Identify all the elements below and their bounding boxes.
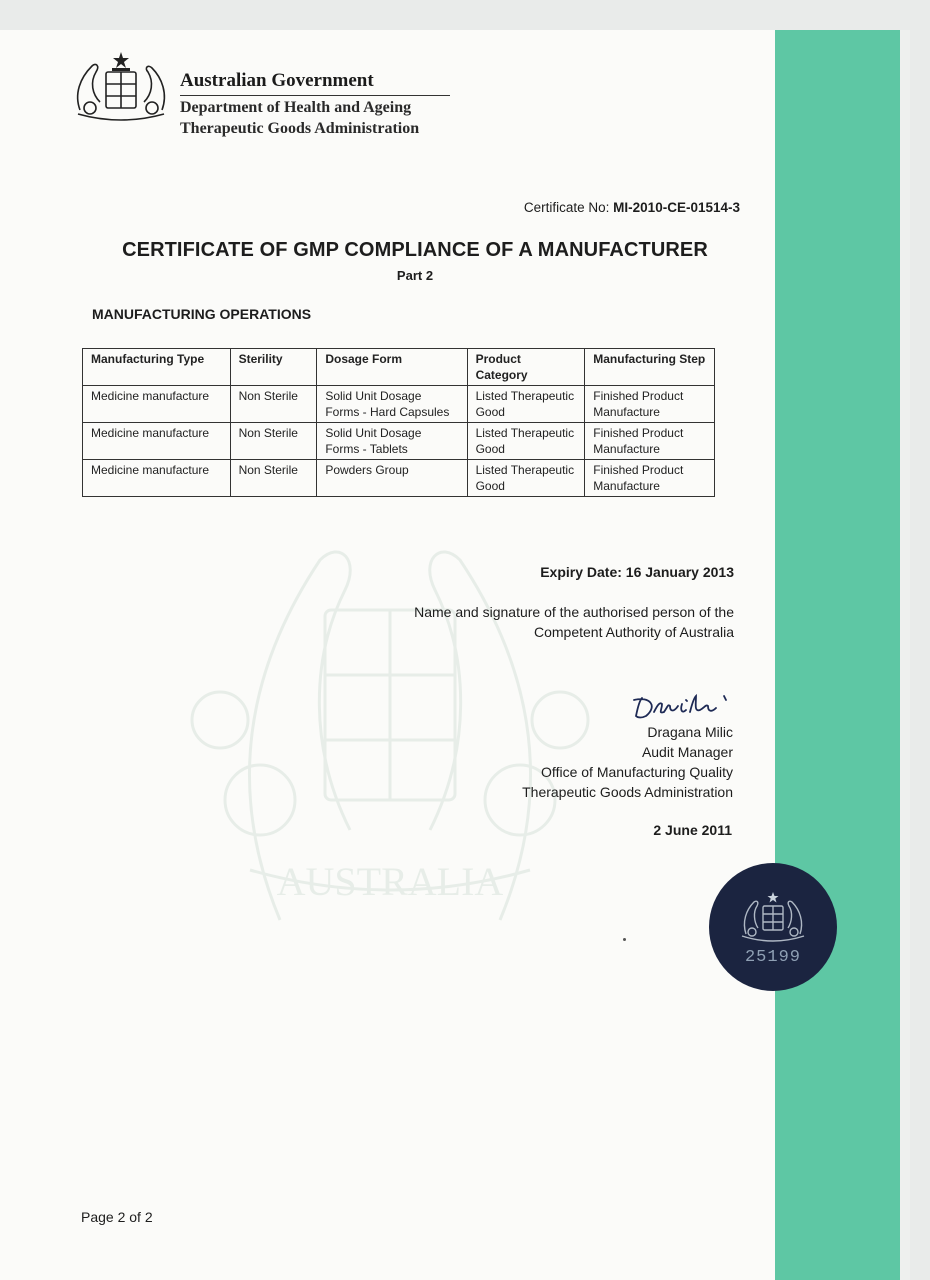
table-cell: Listed Therapeutic Good [467,386,585,423]
authority-line: Competent Authority of Australia [534,624,734,640]
table-cell: Medicine manufacture [83,460,231,497]
table-header-row [83,349,715,386]
signer-block [430,722,733,802]
column-header: Manufacturing Type [83,349,231,386]
signed-date: 2 June 2011 [653,822,732,838]
government-header [68,50,468,150]
table-cell: Non Sterile [230,460,317,497]
green-border-stripe [775,30,900,1280]
column-header: Dosage Form [317,349,467,386]
table-cell: Powders Group [317,460,467,497]
table-cell: Finished Product Manufacture [585,386,715,423]
agency-name: Therapeutic Goods Administration [180,120,420,137]
authority-statement [330,602,734,642]
certificate-page [0,30,910,1280]
table-cell: Non Sterile [230,386,317,423]
expiry-date: Expiry Date: 16 January 2013 [540,564,734,580]
table-row [83,423,715,460]
government-name: Australian Government [180,70,450,96]
certificate-number [420,200,740,215]
table-cell: Non Sterile [230,423,317,460]
authority-line: Name and signature of the authorised person of the [414,604,734,620]
signer-office: Office of Manufacturing Quality [541,764,733,780]
certificate-number-value: MI-2010-CE-01514-3 [613,200,740,215]
table-cell: Listed Therapeutic Good [467,460,585,497]
page-number: Page 2 of 2 [81,1209,153,1225]
handwritten-signature-icon [628,692,738,722]
paper-edge [900,30,910,1280]
table-row [83,460,715,497]
official-seal [708,862,838,992]
table-cell: Medicine manufacture [83,423,231,460]
paper-speck [623,938,626,941]
seal-number: 25199 [744,948,801,967]
column-header: Product Category [467,349,585,386]
table-cell: Listed Therapeutic Good [467,423,585,460]
certificate-part: Part 2 [396,268,434,283]
certificate-number-label: Certificate No: [523,200,610,215]
table-cell: Solid Unit Dosage Forms - Hard Capsules [317,386,467,423]
table-row [83,386,715,423]
watermark-text: AUSTRALIA [276,859,504,904]
table-cell: Medicine manufacture [83,386,231,423]
column-header: Sterility [230,349,317,386]
coat-of-arms-icon [68,50,174,126]
section-title: MANUFACTURING OPERATIONS [92,306,312,322]
table-cell: Finished Product Manufacture [585,423,715,460]
signer-agency: Therapeutic Goods Administration [522,784,733,800]
column-header: Manufacturing Step [585,349,715,386]
seal-emblem-icon [708,862,838,992]
signer-role: Audit Manager [641,744,733,760]
department-name: Department of Health and Ageing [180,99,412,116]
table-cell: Solid Unit Dosage Forms - Tablets [317,423,467,460]
certificate-title: CERTIFICATE OF GMP COMPLIANCE OF A MANUFACTURER [122,239,708,261]
manufacturing-operations-table [82,348,715,497]
table-cell: Finished Product Manufacture [585,460,715,497]
signer-name: Dragana Milic [647,724,733,740]
